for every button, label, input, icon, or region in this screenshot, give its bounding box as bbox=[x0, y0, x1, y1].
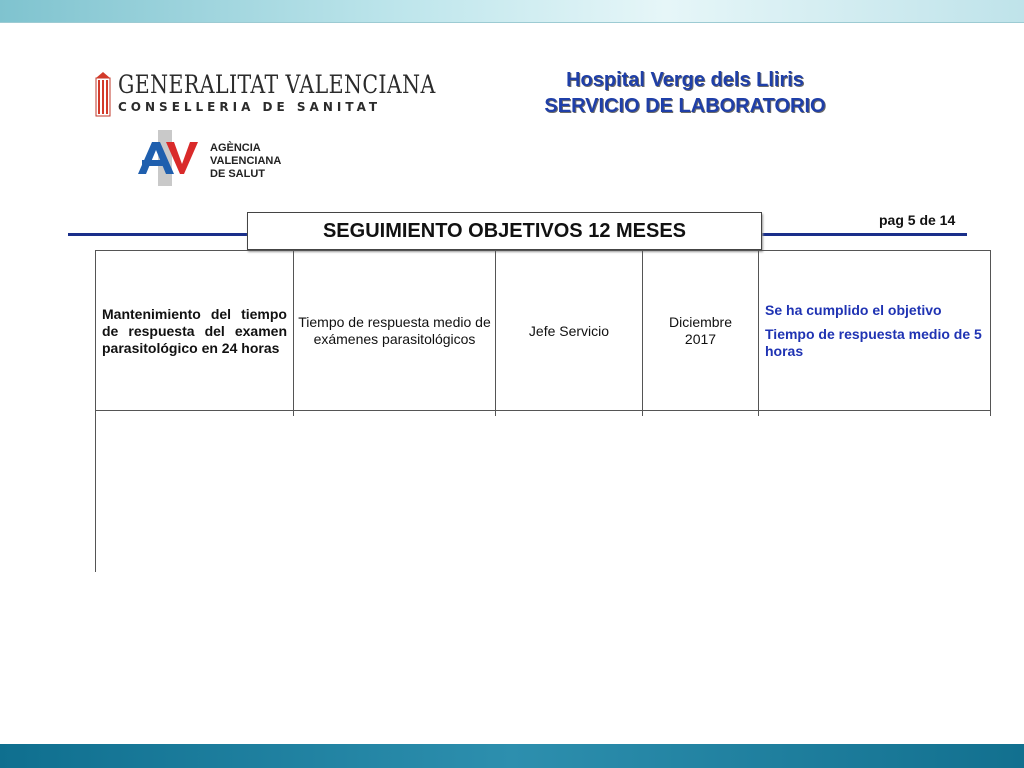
generalitat-name: GENERALITAT VALENCIANA bbox=[118, 70, 436, 99]
table-top-border bbox=[95, 250, 991, 251]
indicator-cell bbox=[294, 252, 495, 410]
result-cell bbox=[759, 252, 990, 410]
agencia-line-2: VALENCIANA bbox=[210, 155, 282, 167]
objective-text: Mantenimiento del tiempo de respuesta del examen parasitológico en 24 horas bbox=[102, 305, 287, 356]
conselleria-name: CONSELLERIA DE SANITAT bbox=[118, 100, 382, 114]
result-status: Se ha cumplido el objetivo bbox=[765, 302, 942, 318]
objective-cell bbox=[96, 252, 293, 410]
table-row-border bbox=[95, 410, 991, 411]
service-name: SERVICIO DE LABORATORIO bbox=[544, 95, 826, 117]
bottom-decor-bar bbox=[0, 744, 1024, 768]
agencia-logo bbox=[136, 130, 296, 190]
agencia-line-3: DE SALUT bbox=[210, 168, 265, 180]
hospital-header bbox=[520, 67, 850, 119]
date-year: 2017 bbox=[684, 331, 717, 347]
page-number: pag 5 de 14 bbox=[879, 212, 956, 228]
generalitat-logo bbox=[94, 70, 436, 122]
indicator-text: Tiempo de respuesta medio de exámenes parasitológicos bbox=[298, 314, 491, 347]
date-cell bbox=[643, 252, 758, 410]
hospital-name: Hospital Verge dels Lliris bbox=[566, 69, 804, 91]
top-decor-bar bbox=[0, 0, 1024, 23]
result-detail: Tiempo de respuesta medio de 5 horas bbox=[765, 326, 982, 359]
responsible-cell bbox=[496, 252, 642, 410]
table-right-border bbox=[990, 250, 991, 416]
generalitat-crest-icon bbox=[94, 72, 112, 118]
page-title: SEGUIMIENTO OBJETIVOS 12 MESES bbox=[247, 212, 762, 250]
agencia-line-1: AGÈNCIA bbox=[210, 142, 261, 154]
responsible-text: Jefe Servicio bbox=[528, 322, 610, 339]
title-rule-right bbox=[760, 233, 967, 236]
agencia-av-mark-icon bbox=[136, 130, 202, 186]
title-rule-left bbox=[68, 233, 250, 236]
date-month: Diciembre bbox=[668, 314, 732, 330]
